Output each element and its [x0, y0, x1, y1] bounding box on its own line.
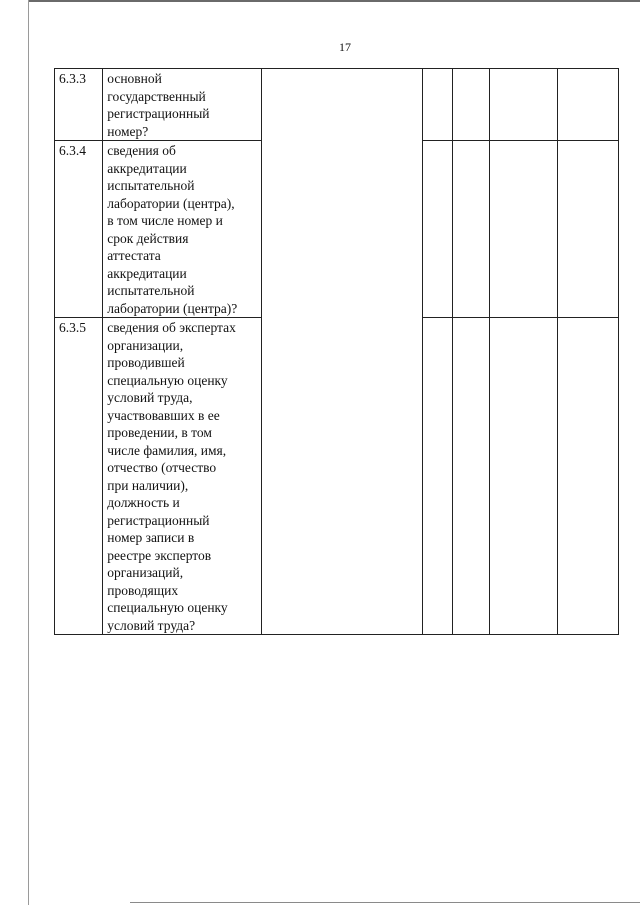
page-number: 17: [339, 40, 351, 54]
answer-cell: [490, 141, 557, 318]
answer-cell: [453, 318, 490, 635]
checklist-table: [54, 68, 619, 635]
answer-cell: [557, 141, 618, 318]
answer-cell: [557, 69, 618, 141]
answer-cell: [422, 141, 452, 318]
item-number: 6.3.4: [55, 141, 103, 318]
answer-cell-merged: [262, 69, 423, 635]
scan-border-left: [28, 0, 29, 905]
scan-border-bottom: [130, 902, 640, 903]
question-text: сведения об аккредитации испытательной лаборатории (центра), в том числе номер и срок действия аттестата аккредитации испытательной лаборатории (центра)?: [103, 141, 262, 318]
answer-cell: [453, 69, 490, 141]
answer-cell: [422, 318, 452, 635]
answer-cell: [490, 318, 557, 635]
answer-cell: [490, 69, 557, 141]
item-number: 6.3.3: [55, 69, 103, 141]
answer-cell: [557, 318, 618, 635]
item-number: 6.3.5: [55, 318, 103, 635]
scan-border-top: [28, 0, 640, 2]
answer-cell: [453, 141, 490, 318]
question-text: основной государственный регистрационный номер?: [103, 69, 262, 141]
table-row: [55, 69, 619, 141]
question-text: сведения об экспертах организации, проводившей специальную оценку условий труда, участвовавших в ее проведении, в том числе фамилия, имя, отчество (отчество при наличии), должность и регистрационный номер записи в реестре экспертов организаций, проводящих специальную оценку условий труда?: [103, 318, 262, 635]
answer-cell: [422, 69, 452, 141]
